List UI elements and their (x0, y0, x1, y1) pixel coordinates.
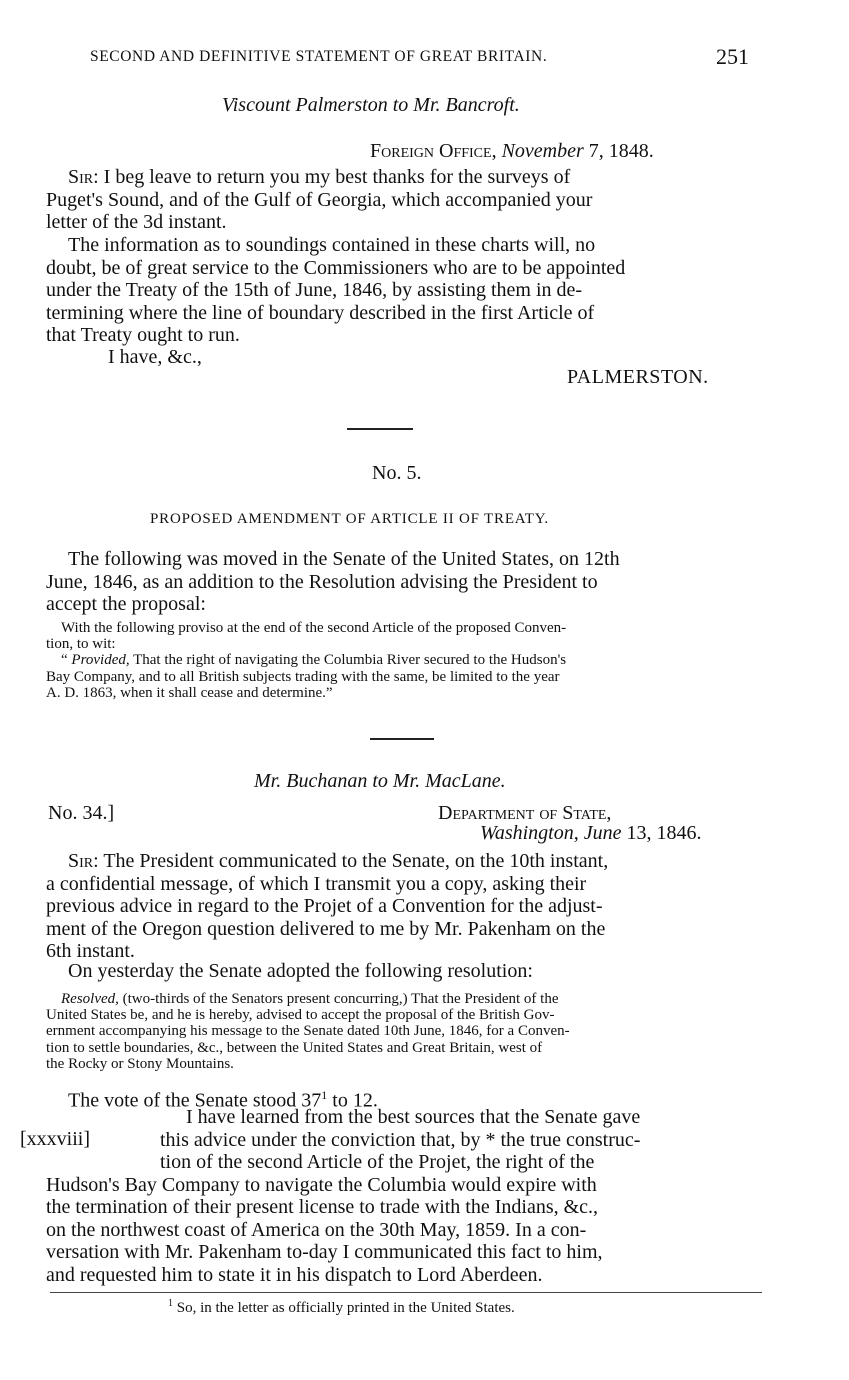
text-line: this advice under the conviction that, by * the true construc- (160, 1128, 641, 1151)
text-line: that Treaty ought to run. (46, 324, 240, 346)
letter-heading: Viscount Palmerston to Mr. Bancroft. (222, 94, 520, 116)
text-line: doubt, be of great service to the Commissioners who are to be appointed (46, 256, 626, 279)
text-line: and requested him to state it in his dispatch to Lord Aberdeen. (46, 1263, 543, 1286)
letter-dateline (370, 140, 654, 163)
text-line: With the following proviso at the end of the second Article of the proposed Conven- (61, 620, 567, 636)
text-line: The following was moved in the Senate of the United States, on 12th (68, 548, 620, 570)
department: Department of State, (438, 802, 612, 824)
text-line: tion, to wit: (46, 636, 116, 653)
letter-paragraph (46, 1106, 763, 1286)
letter-paragraph (46, 166, 763, 234)
dispatch-number: No. 34.] (48, 802, 115, 824)
date-rest: 13, 1846. (626, 822, 702, 844)
text-line: the termination of their present license to trade with the Indians, &c., (46, 1196, 599, 1218)
text-line: accept the proposal: (46, 593, 206, 615)
text-line: letter of the 3d instant. (46, 211, 227, 233)
letter-paragraph (46, 850, 763, 963)
text-line: to 12. (327, 1089, 378, 1112)
footnote-marker: 1 (168, 1298, 173, 1309)
text-line: A. D. 1863, when it shall cease and determine.” (46, 684, 333, 701)
section-number: No. 5. (372, 462, 422, 484)
place: Washington, June (480, 822, 622, 844)
text-line: Bay Company, and to all British subjects trading with the same, be limited to the year (46, 668, 560, 685)
text-italic: Provided, (71, 652, 130, 669)
text-line: versation with Mr. Pakenham to-day I communicated this fact to him, (46, 1241, 603, 1263)
date-month: November (501, 140, 584, 162)
text-line: : The President communicated to the Senate, on the 10th instant, (93, 850, 609, 872)
signature: PALMERSTON. (567, 366, 709, 388)
text-line: ment of the Oregon question delivered to me by Mr. Pakenham on the (46, 917, 606, 940)
quote-mark: “ (61, 652, 72, 669)
text-line: the Rocky or Stony Mountains. (46, 1055, 234, 1072)
resolution-text (46, 991, 763, 1072)
text-line: That the right of navigating the Columbia River secured to the Hudson's (129, 652, 567, 669)
text-line: Puget's Sound, and of the Gulf of Georgia, which accompanied your (46, 188, 593, 211)
text-line: previous advice in regard to the Projet of a Convention for the adjust- (46, 895, 603, 917)
footnote-text: So, in the letter as officially printed in the United States. (173, 1300, 515, 1316)
closing: I have, &c., (108, 346, 202, 368)
footnote (168, 1298, 515, 1317)
text-line: : I beg leave to return you my best thanks for the surveys of (93, 166, 571, 188)
text-line: On yesterday the Senate adopted the following resolution: (68, 960, 533, 982)
text-line: ernment accompanying his message to the Senate dated 10th June, 1846, for a Conven- (46, 1023, 570, 1040)
page-number: 251 (716, 44, 749, 69)
margin-reference: [xxxviii] (20, 1128, 90, 1150)
salutation: Sir (68, 850, 94, 872)
text-line: tion to settle boundaries, &c., between the United States and Great Britain, west of (46, 1039, 543, 1056)
text-line: termining where the line of boundary described in the first Article of (46, 301, 595, 324)
text-line: The information as to soundings contained in these charts will, no (68, 234, 596, 256)
text-line: The vote of the Senate stood 37 (68, 1089, 322, 1112)
text-line: under the Treaty of the 15th of June, 1846, by assisting them in de- (46, 279, 583, 301)
place: Foreign Office, (370, 140, 497, 162)
letter-paragraph (46, 960, 763, 983)
text-line: Hudson's Bay Company to navigate the Columbia would expire with (46, 1173, 597, 1196)
letter-heading: Mr. Buchanan to Mr. MacLane. (254, 770, 506, 792)
quoted-proviso (46, 620, 763, 701)
text-italic: Resolved, (61, 991, 119, 1007)
footnote-rule (50, 1292, 762, 1293)
text-line: a confidential message, of which I transmit you a copy, asking their (46, 872, 587, 895)
salutation: Sir (68, 166, 94, 188)
date-rest: 7, 1848. (588, 140, 654, 162)
letter-dateline (480, 822, 701, 845)
text-line: tion of the second Article of the Projet, the right of the (160, 1151, 595, 1173)
section-divider (370, 738, 434, 740)
body-paragraph (46, 548, 763, 616)
letter-paragraph (46, 234, 763, 347)
text-line: I have learned from the best sources that the Senate gave (186, 1106, 641, 1128)
section-title: PROPOSED AMENDMENT OF ARTICLE II OF TREATY. (150, 511, 549, 527)
text-line: June, 1846, as an addition to the Resolution advising the President to (46, 570, 598, 593)
text-line: on the northwest coast of America on the 30th May, 1859. In a con- (46, 1218, 587, 1241)
text-line: United States be, and he is hereby, advised to accept the proposal of the British Gov- (46, 1007, 555, 1024)
text-line: 6th instant. (46, 940, 135, 962)
text-line: (two-thirds of the Senators present concurring,) That the President of the (118, 991, 559, 1007)
footnote-ref: 1 (321, 1088, 328, 1102)
section-divider (347, 428, 413, 430)
running-head: SECOND AND DEFINITIVE STATEMENT OF GREAT BRITAIN. (90, 48, 548, 65)
